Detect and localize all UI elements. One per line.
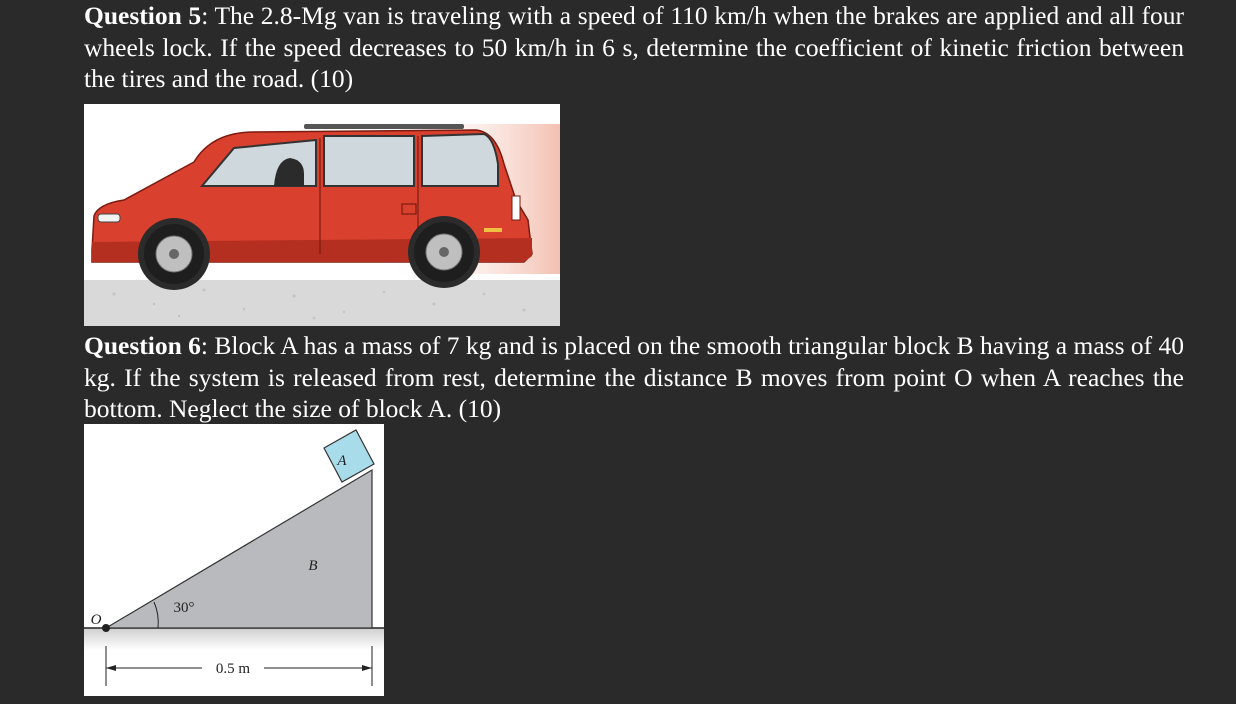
wedge-block-b	[106, 470, 372, 628]
label-point-o: O	[90, 612, 102, 628]
question-5-text	[84, 0, 1184, 95]
dimension-arrow-left	[106, 665, 116, 671]
ground-surface	[84, 628, 384, 650]
label-block-b: B	[308, 558, 318, 574]
point-o-marker	[102, 624, 110, 632]
road	[84, 280, 560, 326]
question-5-heading: Question 5	[84, 1, 202, 30]
van-illustration	[84, 104, 560, 326]
rear-wheel	[414, 222, 474, 282]
question-6-heading: Question 6	[84, 331, 201, 360]
dimension-arrow-right	[362, 665, 372, 671]
wedge-diagram	[84, 424, 384, 696]
question-5-body: : The 2.8-Mg van is traveling with a speed of 110 km/h when the brakes are applied and all four wheels lock. If the speed decreases to 50 km/h in 6 s, determine the coefficient of kinetic friction between the tires and the road. (10)	[84, 1, 1184, 93]
label-block-a: A	[337, 453, 347, 469]
question-6-body: : Block A has a mass of 7 kg and is placed on the smooth triangular block B having a mass of 40 kg. If the system is released from rest, determine the distance B moves from point O when A reaches the bottom. Neglect the size of block A. (10)	[84, 331, 1184, 423]
van	[92, 124, 532, 290]
label-angle: 30°	[173, 600, 195, 616]
front-wheel	[144, 224, 204, 284]
label-length: 0.5 m	[215, 661, 251, 677]
question-6-text	[84, 330, 1184, 425]
